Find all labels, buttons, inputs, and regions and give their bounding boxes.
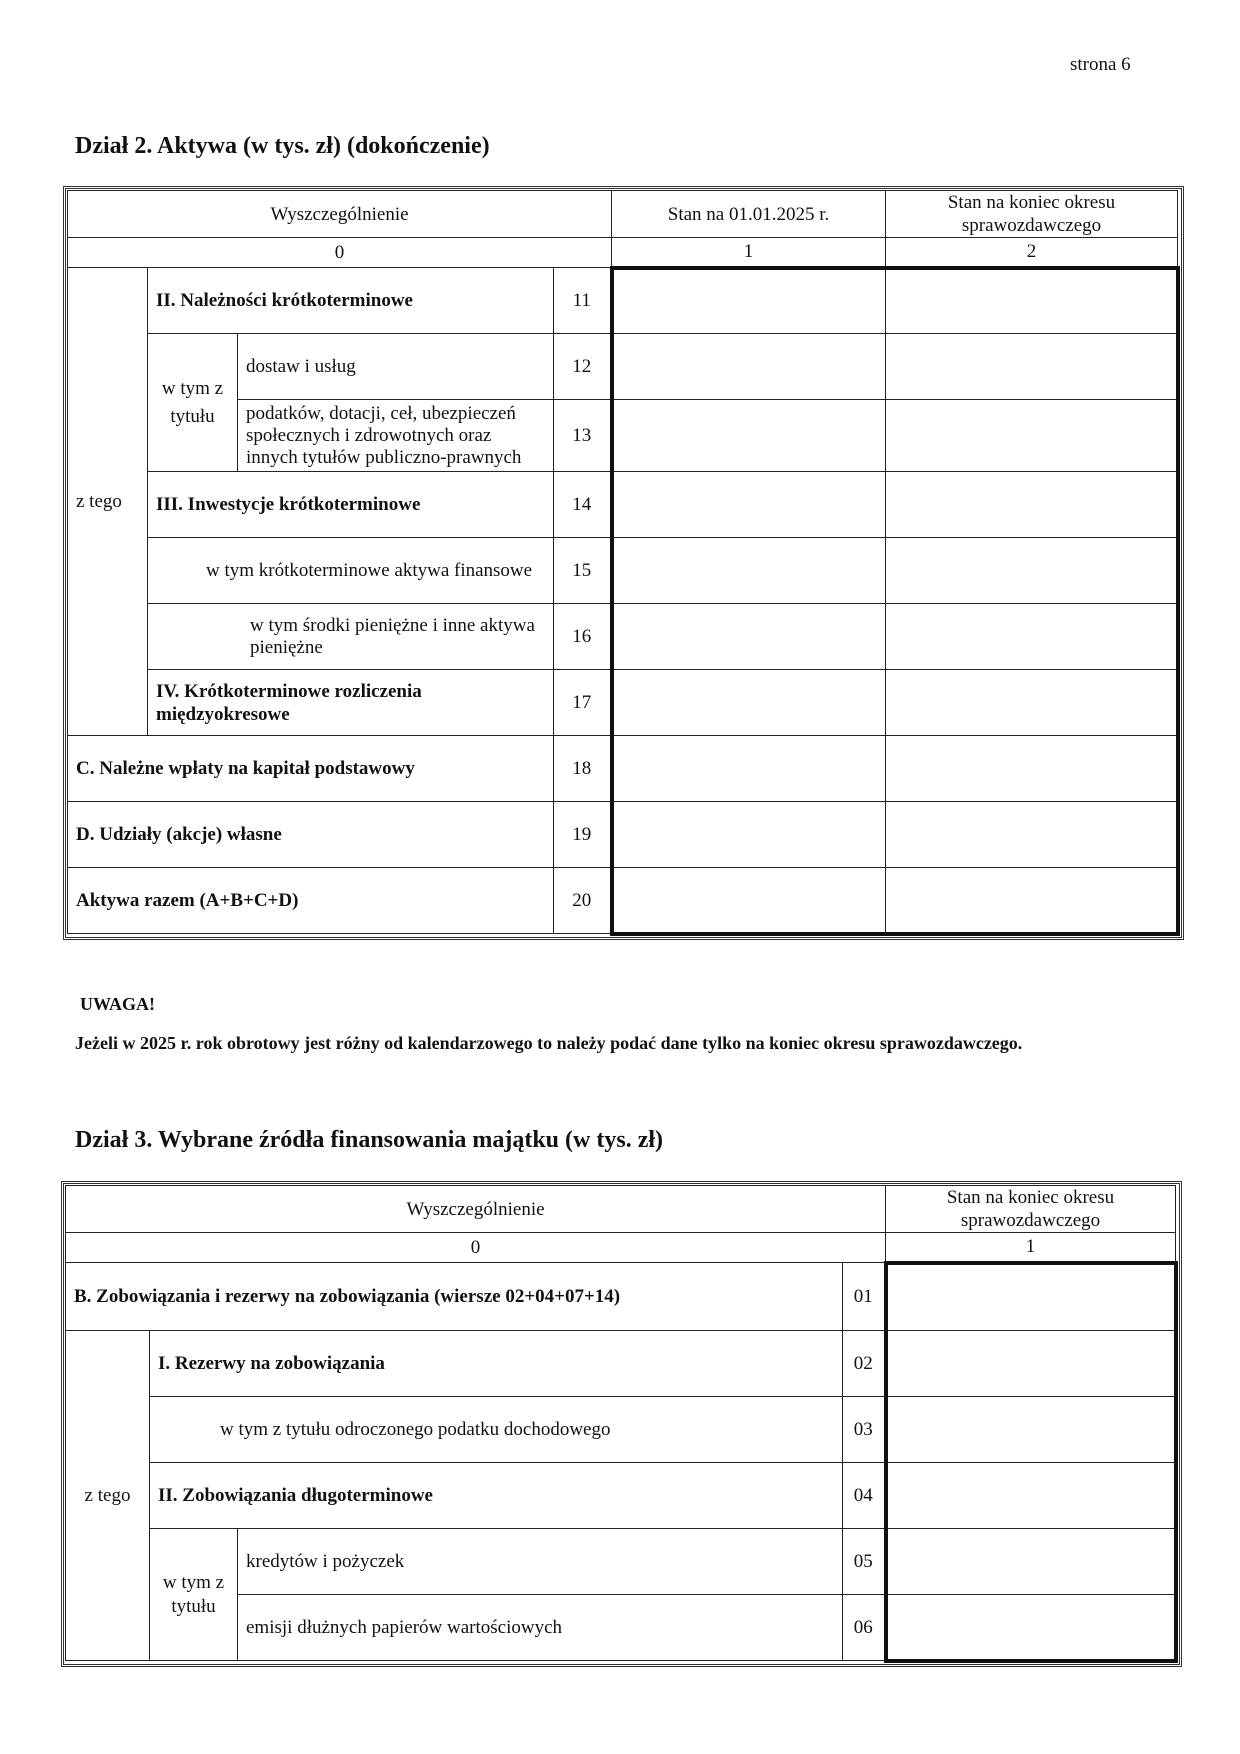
input-03-end[interactable] [886,1397,1176,1463]
row-number-14: 14 [554,472,612,538]
col-number-0: 0 [66,1233,886,1263]
input-19-start[interactable] [612,802,886,868]
row-number-06: 06 [843,1595,886,1661]
sub-group-label: w tym z tytułu [150,1529,238,1661]
header-description: Wyszczególnienie [68,191,612,238]
row-label-17: IV. Krótkoterminowe rozliczenia międzyokresowe [148,670,554,736]
page-number: strona 6 [1070,54,1131,75]
input-18-start[interactable] [612,736,886,802]
input-17-end[interactable] [886,670,1178,736]
group-label-z-tego: z tego [66,1331,150,1661]
row-label-20: Aktywa razem (A+B+C+D) [68,868,554,934]
row-label-06: emisji dłużnych papierów wartościowych [238,1595,843,1661]
input-05-end[interactable] [886,1529,1176,1595]
row-number-13: 13 [554,400,612,472]
input-18-end[interactable] [886,736,1178,802]
header-end-balance: Stan na koniec okresu sprawozdawczego [886,191,1178,238]
input-17-start[interactable] [612,670,886,736]
note-text: Jeżeli w 2025 r. rok obrotowy jest różny od kalendarzowego to należy podać dane tylko na koniec okresu sprawozdawczego. [75,1033,1023,1053]
row-label-14: III. Inwestycje krótkoterminowe [148,472,554,538]
col-number-2: 2 [886,238,1178,268]
row-number-03: 03 [843,1397,886,1463]
row-number-04: 04 [843,1463,886,1529]
row-number-15: 15 [554,538,612,604]
section-3-title: Dział 3. Wybrane źródła finansowania majątku (w tys. zł) [75,1127,663,1153]
input-16-end[interactable] [886,604,1178,670]
row-label-03: w tym z tytułu odroczonego podatku dochodowego [150,1397,843,1463]
row-number-12: 12 [554,334,612,400]
row-number-05: 05 [843,1529,886,1595]
input-19-end[interactable] [886,802,1178,868]
row-label-12: dostaw i usług [238,334,554,400]
row-number-20: 20 [554,868,612,934]
input-02-end[interactable] [886,1331,1176,1397]
input-11-end[interactable] [886,268,1178,334]
row-label-15: w tym krótkoterminowe aktywa finansowe [148,538,554,604]
row-label-19: D. Udziały (akcje) własne [68,802,554,868]
input-14-start[interactable] [612,472,886,538]
row-number-01: 01 [843,1263,886,1331]
input-20-start[interactable] [612,868,886,934]
financing-sources-table [65,1185,1178,1663]
header-description: Wyszczególnienie [66,1186,886,1233]
row-number-18: 18 [554,736,612,802]
input-13-start[interactable] [612,400,886,472]
input-15-start[interactable] [612,538,886,604]
input-12-start[interactable] [612,334,886,400]
input-01-end[interactable] [886,1263,1176,1331]
header-end-balance: Stan na koniec okresu sprawozdawczego [886,1186,1176,1233]
row-number-17: 17 [554,670,612,736]
col-number-0: 0 [68,238,612,268]
row-label-01: B. Zobowiązania i rezerwy na zobowiązania (wiersze 02+04+07+14) [66,1263,843,1331]
input-15-end[interactable] [886,538,1178,604]
group-label-z-tego: z tego [68,268,148,736]
input-06-end[interactable] [886,1595,1176,1661]
input-20-end[interactable] [886,868,1178,934]
input-16-start[interactable] [612,604,886,670]
row-label-13: podatków, dotacji, ceł, ubezpieczeń społecznych i zdrowotnych oraz innych tytułów publiczno-prawnych [238,400,554,472]
row-label-18: C. Należne wpłaty na kapitał podstawowy [68,736,554,802]
row-label-04: II. Zobowiązania długoterminowe [150,1463,843,1529]
row-label-16: w tym środki pieniężne i inne aktywa pieniężne [148,604,554,670]
row-label-11: II. Należności krótkoterminowe [148,268,554,334]
note-heading: UWAGA! [80,994,155,1014]
input-12-end[interactable] [886,334,1178,400]
col-number-1: 1 [612,238,886,268]
sub-group-label: w tym z tytułu [148,334,238,472]
row-number-11: 11 [554,268,612,334]
input-14-end[interactable] [886,472,1178,538]
row-label-05: kredytów i pożyczek [238,1529,843,1595]
row-label-02: I. Rezerwy na zobowiązania [150,1331,843,1397]
row-number-19: 19 [554,802,612,868]
header-start-balance: Stan na 01.01.2025 r. [612,191,886,238]
col-number-1: 1 [886,1233,1176,1263]
assets-table [67,190,1180,936]
input-11-start[interactable] [612,268,886,334]
input-04-end[interactable] [886,1463,1176,1529]
row-number-16: 16 [554,604,612,670]
row-number-02: 02 [843,1331,886,1397]
section-2-title: Dział 2. Aktywa (w tys. zł) (dokończenie) [75,133,490,159]
input-13-end[interactable] [886,400,1178,472]
